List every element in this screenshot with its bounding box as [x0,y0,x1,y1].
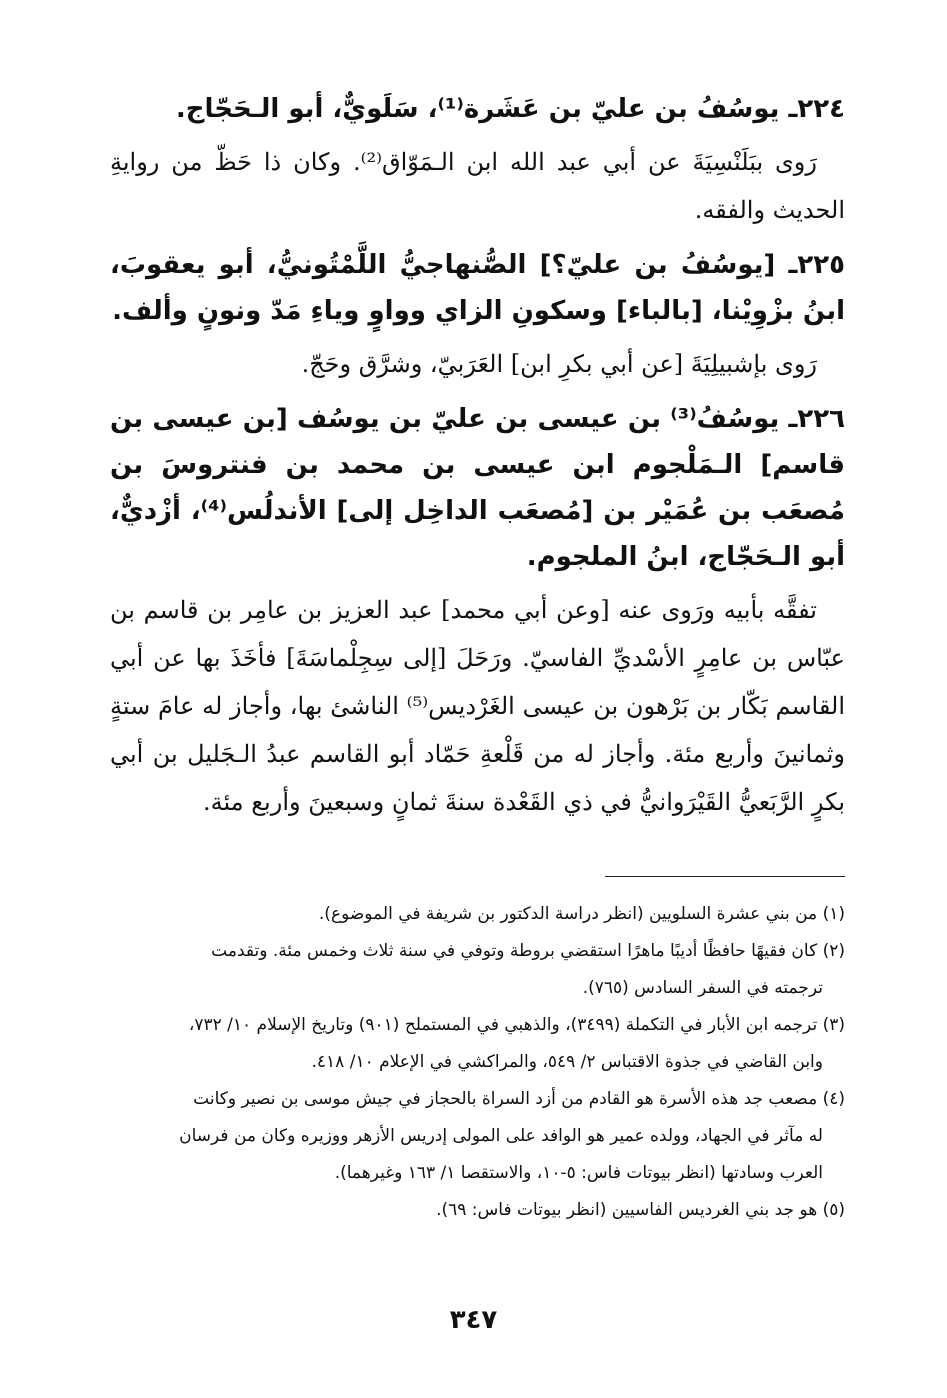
footnote-label: (٤) [822,1089,845,1109]
footnote-text: هو جد بني الغرديس الفاسيين (انظر بيوتات فاس: ٦٩). [436,1200,818,1220]
entry-224-body: رَوى ببَلَنْسِيَةَ عن أبي عبد الله ابن الـمَوّاق⁽²⁾. وكان ذا حَظّ من روايةِ الحديث والفقه. [110,148,845,224]
entry-226-title: ٢٢٦ـ يوسُفُ⁽³⁾ بن عيسى بن عليّ بن يوسُف [بن عيسى بن قاسم] الـمَلْجوم ابن عيسى بن محمد بن فنتروسَ بن مُصعَب بن عُمَيْر بن [مُصعَب الداخِل إلى] الأندلُس⁽⁴⁾، أزْديٌّ، أبو الـحَجّاج، ابنُ الملجوم. [110,404,845,572]
footnotes [110,896,845,1229]
entry-225-body: رَوى بإشبيلِيَةَ [عن أبي بكرِ ابن] العَرَبيّ، وشرَّق وحَجّ. [301,350,817,378]
footnote-label: (٢) [822,941,845,961]
footnote-5 [110,1192,845,1229]
footnote-text: مصعب جد هذه الأسرة هو القادم من أزد السراة بالحجاز في جيش موسى بن نصير وكانت [193,1089,818,1109]
footnote-text: ترجمته في السفر السادس (٧٦٥). [582,978,823,998]
footnote-3 [110,1007,845,1081]
footnote-text: ترجمه ابن الأبار في التكملة (٣٤٩٩)، والذهبي في المستملح (٩٠١) وتاريخ الإسلام ١٠/ ٧٣٢، [188,1015,818,1035]
footnote-text: وابن القاضي في جذوة الاقتباس ٢/ ٥٤٩، والمراكشي في الإعلام ١٠/ ٤١٨. [311,1052,823,1072]
footnote-text: من بني عشرة السلويين (انظر دراسة الدكتور بن شريفة في الموضوع). [318,904,818,924]
page-number: ٣٤٧ [449,1305,498,1335]
entry-226-body: تفقَّه بأبيه ورَوى عنه [وعن أبي محمد] عبد العزيز بن عامِر بن قاسم بن عبّاس بن عامِرٍ الأسْديِّ الفاسيّ. ورَحَلَ [إلى سِجِلْماسَةَ] فأخَذَ بها عن أبي القاسم بَكّار بن بَرْهون بن عيسى الغَرْديس⁽⁵⁾ الناشئ بها، وأجاز له عامَ ستةٍ وثمانينَ وأربع مئة. وأجاز له من قَلْعةِ حَمّاد أبو القاسم عبدُ الـجَليل بن أبي بكرٍ الرَّبَعيُّ القَيْرَوانيُّ في ذي القَعْدة سنةَ ثمانٍ وسبعينَ وأربع مئة. [110,596,845,816]
footnote-4 [110,1081,845,1192]
footnote-label: (٣) [822,1015,845,1035]
footnote-2 [110,933,845,1007]
footnote-text: العرب وسادتها (انظر بيوتات فاس: ٥-١٠، والاستقصا ١/ ١٦٣ وغيرهما). [334,1163,823,1183]
main-text [110,86,845,832]
footnote-text: كان فقيهًا حافظًا أديبًا ماهرًا استقضي بروطة وتوفي في سنة ثلاث وخمس مئة. وتقدمت [211,941,818,961]
footnote-1 [110,896,845,933]
footnote-text: له مآثر في الجهاد، وولده عمير هو الوافد على المولى إدريس الأزهر ووزيره وكان من فرسان [179,1126,823,1146]
footnote-label: (١) [822,904,845,924]
entry-225-title: ٢٢٥ـ [يوسُفُ بن عليّ؟] الصُّنهاجيُّ اللَّمْتُونيُّ، أبو يعقوبَ، ابنُ بزْوِيْنا، [بالباء] وسكونِ الزاي وواوٍ وياءِ مَدّ ونونٍ وألف. [110,250,845,326]
entry-224-title: ٢٢٤ـ يوسُفُ بن عليّ بن عَشَرة⁽¹⁾، سَلَويٌّ، أبو الـحَجّاج. [175,94,845,124]
footnote-label: (٥) [822,1200,845,1220]
footnote-separator [605,876,845,877]
